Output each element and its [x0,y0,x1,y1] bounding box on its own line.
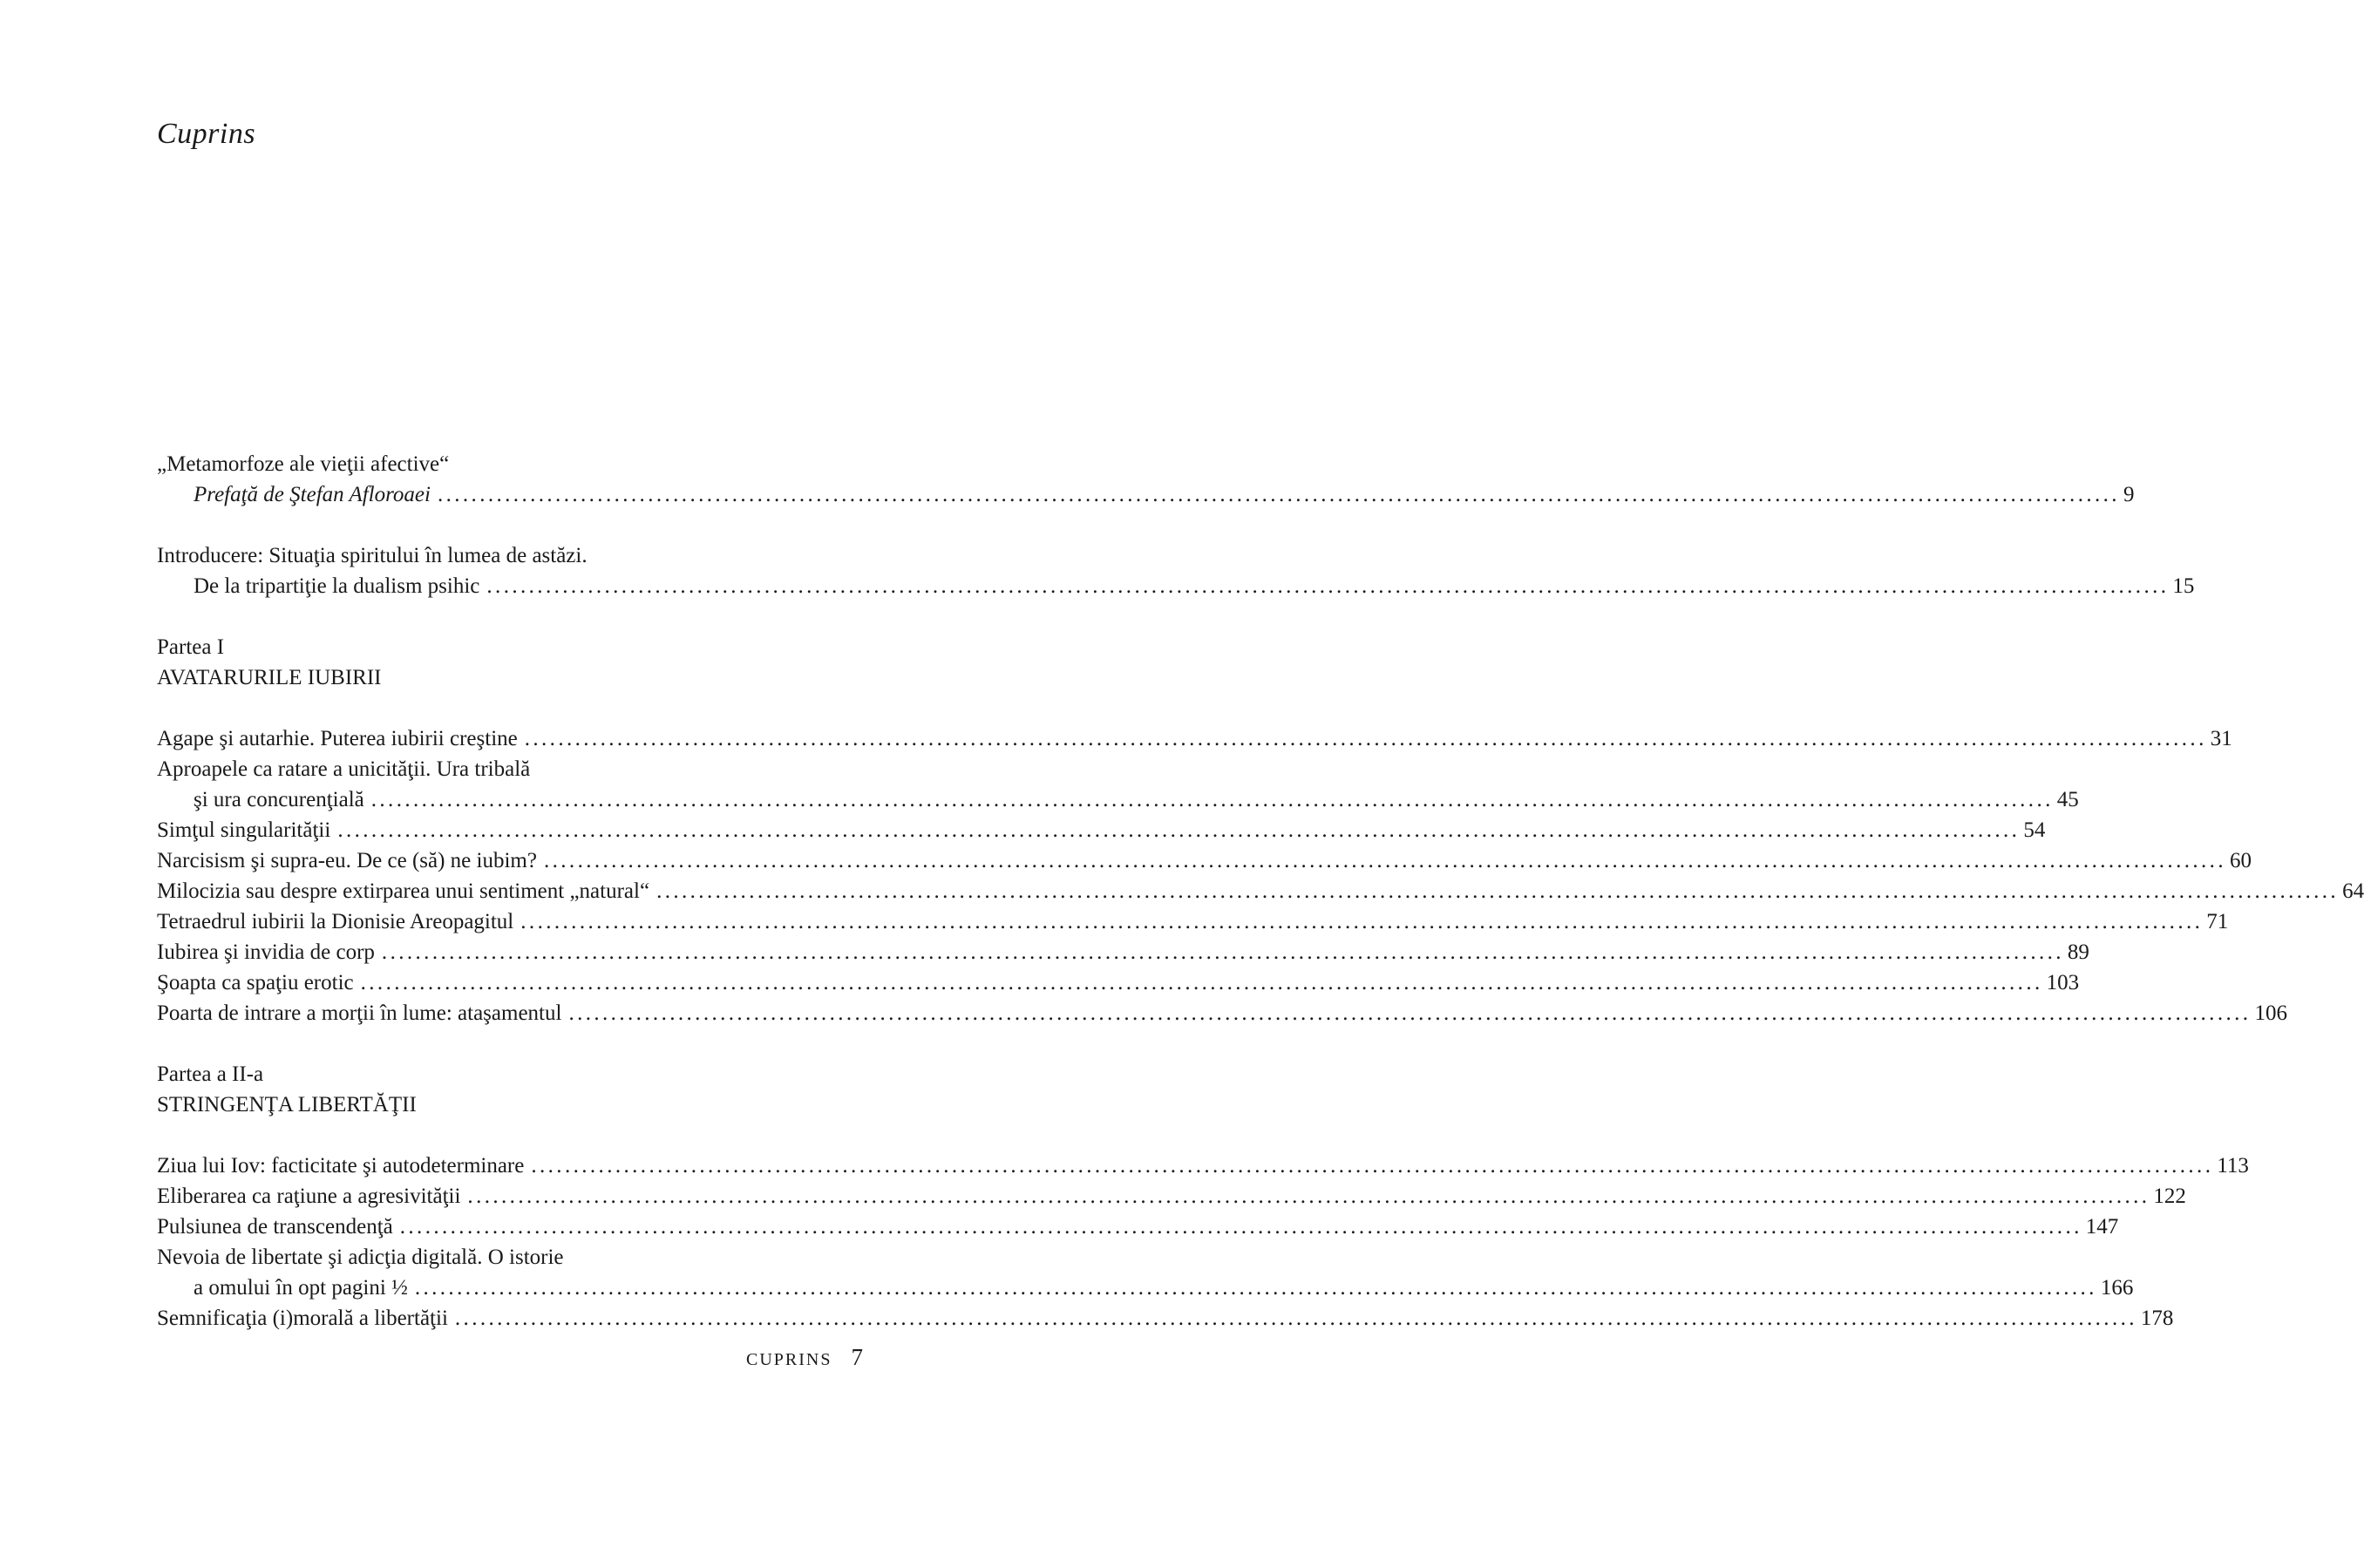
toc-entry-label: Aproapele ca ratare a unicităţii. Ura tribală [157,757,531,781]
toc-page-number: 89 [2067,940,2089,964]
toc-entry[interactable] [157,723,2232,754]
toc-entry-label: Narcisism şi supra-eu. De ce (să) ne iubim? [157,849,537,872]
part-label: Partea I [157,635,225,659]
toc-preface-quote: „Metamorfoze ale vieţii afective“ [157,452,450,476]
toc-page-number: 103 [2046,971,2080,994]
toc-entry[interactable] [157,784,2079,815]
page-number: 7 [851,1344,863,1370]
dot-leader: ........................................................................................................................................................................................................ [486,574,2170,598]
part2-entries [157,1151,2249,1334]
toc-entry-label: Nevoia de libertate şi adicţia digitală. O istorie [157,1246,564,1269]
toc-entry-label: Agape şi autarhie. Puterea iubirii creştine [157,727,518,750]
toc-entry-label: De la tripartiţie la dualism psihic [194,574,480,598]
toc-page-number: 31 [2210,727,2232,750]
toc-page-number: 166 [2100,1276,2134,1300]
toc-entry[interactable] [157,815,2046,845]
toc-entry-label: Tetraedrul iubirii la Dionisie Areopagitul [157,910,514,933]
toc-entry[interactable] [157,1273,2134,1303]
toc-entry[interactable] [157,1212,2119,1242]
toc-page-number: 15 [2172,574,2195,598]
dot-leader: ........................................................................................................................................................................................................ [656,879,2340,903]
toc-entry[interactable] [157,1151,2249,1181]
toc-entry-first-line [157,754,863,784]
dot-leader: ........................................................................................................................................................................................................ [524,727,2207,750]
dot-leader: ........................................................................................................................................................................................................ [520,910,2204,933]
part-title: AVATARURILE IUBIRII [157,666,382,689]
toc-entry-label: Prefaţă de Ştefan Afloroaei [194,483,431,506]
dot-leader: ........................................................................................................................................................................................................ [337,818,2021,842]
toc-entry-label: Semnificaţia (i)morală a libertăţii [157,1307,448,1330]
toc-page-number: 178 [2140,1307,2174,1330]
toc-entry-label: Eliberarea ca raţiune a agresivităţii [157,1184,461,1208]
toc-entry[interactable] [157,876,2364,906]
page-title: Cuprins [157,118,256,150]
dot-leader: ........................................................................................................................................................................................................ [467,1184,2150,1208]
toc-page-number: 106 [2254,1001,2287,1025]
toc-entry-label: Simţul singularităţii [157,818,331,842]
toc-page-number: 147 [2085,1215,2119,1239]
toc-page-number: 71 [2206,910,2229,933]
toc-entry-preface[interactable] [157,479,2135,510]
dot-leader: ........................................................................................................................................................................................................ [370,788,2054,811]
toc-page-number: 60 [2229,849,2252,872]
toc-entry-label: Poarta de intrare a morţii în lume: ataşamentul [157,1001,562,1025]
toc-entry[interactable] [157,1181,2186,1212]
toc-page-number: 122 [2153,1184,2186,1208]
toc-entry[interactable] [157,1303,2174,1334]
toc-entry-intro[interactable] [157,571,2195,601]
dot-leader: ........................................................................................................................................................................................................ [454,1307,2137,1330]
page-footer [746,1344,863,1371]
dot-leader: ........................................................................................................................................................................................................ [360,971,2043,994]
dot-leader: ........................................................................................................................................................................................................ [543,849,2226,872]
toc-entry[interactable] [157,998,2287,1028]
toc-entry-label: Şoapta ca spaţiu erotic [157,971,354,994]
toc-page-number: 45 [2056,788,2079,811]
dot-leader: ........................................................................................................................................................................................................ [399,1215,2082,1239]
toc-entry[interactable] [157,845,2252,876]
toc-entry-first-line [157,1242,863,1273]
dot-leader: ........................................................................................................................................................................................................ [381,940,2064,964]
toc-page-number: 113 [2217,1154,2249,1178]
toc-page-number: 64 [2342,879,2364,903]
dot-leader: ........................................................................................................................................................................................................ [531,1154,2214,1178]
dot-leader: ........................................................................................................................................................................................................ [437,483,2120,506]
toc-entry-label: şi ura concurenţială [194,788,364,811]
toc-entry[interactable] [157,967,2080,998]
toc-entry-label: a omului în opt pagini ½ [194,1276,408,1300]
toc-page-number: 9 [2123,483,2135,506]
toc-entry-label: Iubirea şi invidia de corp [157,940,375,964]
toc-entry-label: Pulsiunea de transcendenţă [157,1215,393,1239]
running-head: CUPRINS [746,1350,832,1369]
table-of-contents [157,449,2364,1334]
toc-entry-label: Ziua lui Iov: facticitate şi autodeterminare [157,1154,525,1178]
dot-leader: ........................................................................................................................................................................................................ [414,1276,2097,1300]
toc-page-number: 54 [2023,818,2046,842]
toc-entry[interactable] [157,937,2089,967]
part-title: STRINGENŢA LIBERTĂŢII [157,1093,417,1117]
toc-entry[interactable] [157,906,2229,937]
part1-entries [157,723,2364,1028]
toc-entry-label: Milocizia sau despre extirparea unui sentiment „natural“ [157,879,650,903]
part-label: Partea a II-a [157,1062,264,1086]
dot-leader: ........................................................................................................................................................................................................ [568,1001,2252,1025]
toc-intro-line: Introducere: Situaţia spiritului în lumea de astăzi. [157,544,588,567]
